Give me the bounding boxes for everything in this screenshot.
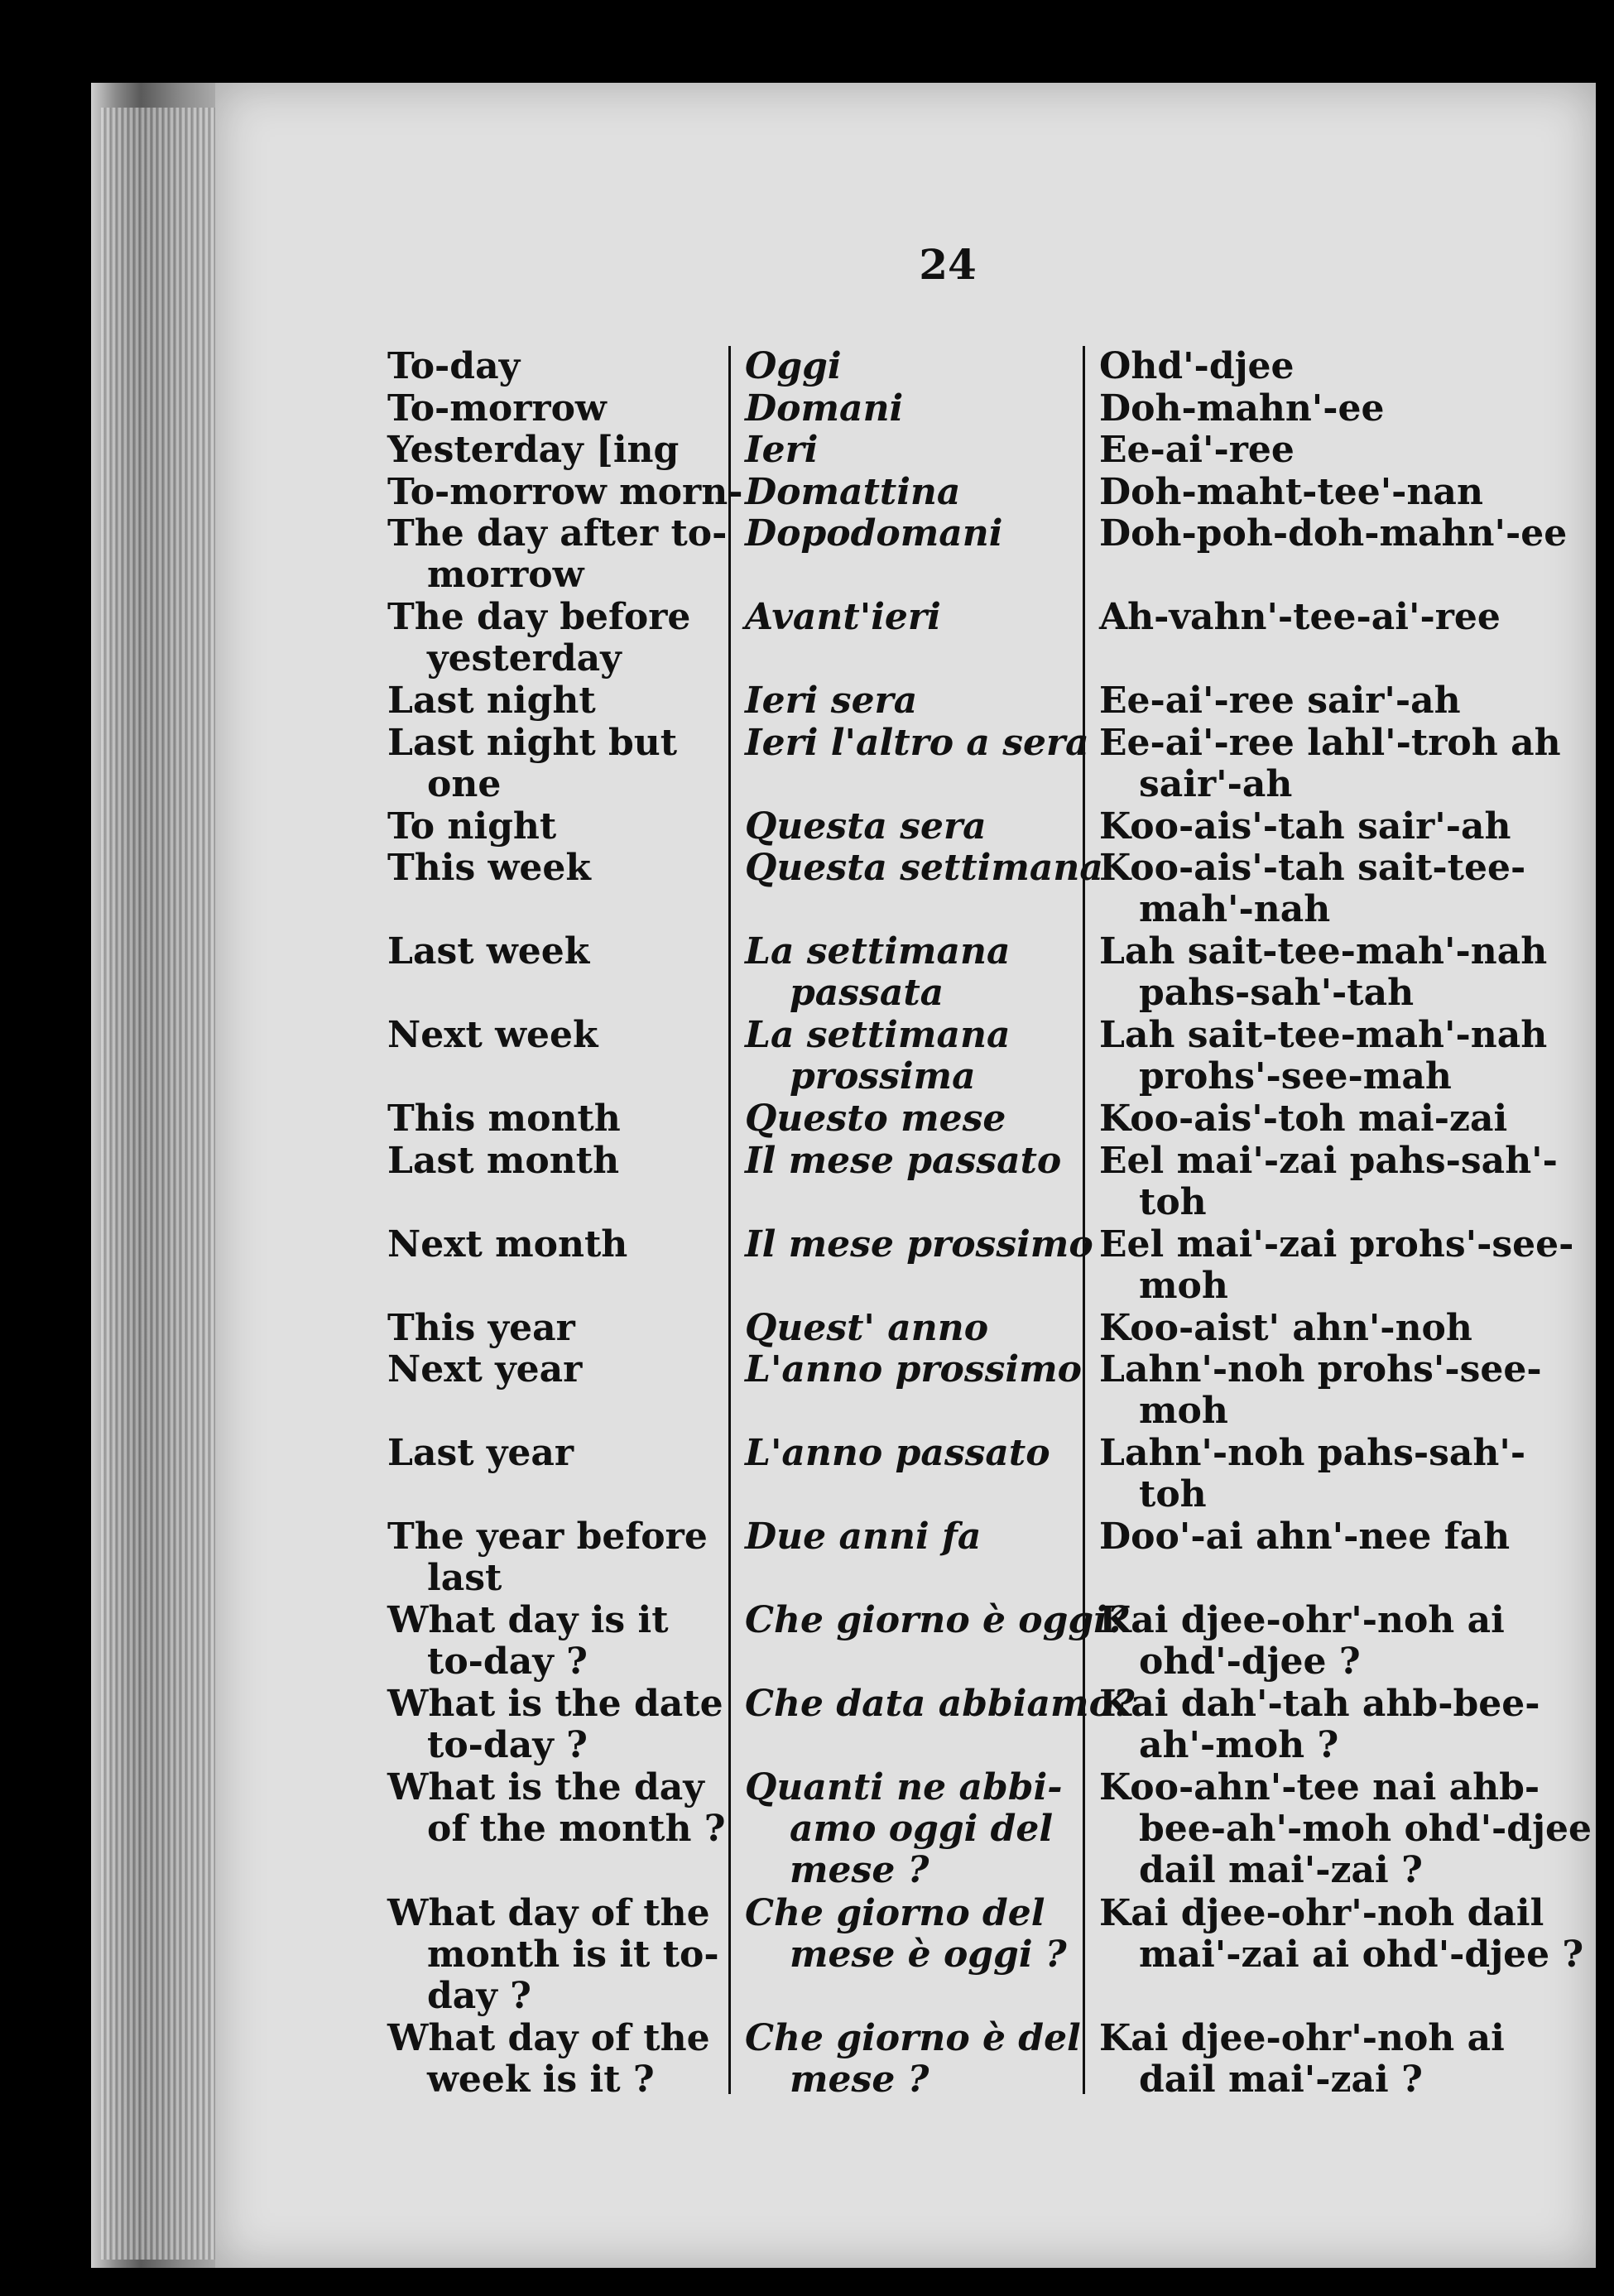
italian-cell xyxy=(745,472,1076,513)
pronunciation-cell xyxy=(1099,1600,1546,1683)
phrase-row xyxy=(387,1015,1546,1098)
english-cell xyxy=(387,1516,718,1599)
english-cell xyxy=(387,1433,718,1474)
italian-cell-line: passata xyxy=(790,972,944,1014)
pronunciation-cell-line: Eel mai'-zai pahs-sah'- xyxy=(1099,1139,1558,1182)
pronunciation-cell xyxy=(1099,1222,1574,1307)
italian-cell xyxy=(745,1767,1076,1891)
english-cell xyxy=(387,1098,718,1140)
italian-cell-line: Domani xyxy=(745,387,904,430)
italian-cell-line: Questo mese xyxy=(745,1098,1006,1140)
italian-cell-line: La settimana xyxy=(745,930,1011,973)
pronunciation-cell-line: dail mai'-zai ? xyxy=(1139,1849,1423,1891)
pronunciation-cell-line: toh xyxy=(1139,1473,1207,1515)
pronunciation-cell xyxy=(1099,472,1546,513)
english-cell xyxy=(387,1349,718,1391)
english-cell xyxy=(387,931,718,973)
italian-cell-line: Che giorno è del xyxy=(745,2017,1081,2059)
english-cell xyxy=(387,1224,718,1266)
phrase-row xyxy=(387,931,1546,1015)
italian-cell-line: Quest' anno xyxy=(745,1306,989,1349)
english-cell-line: Last year xyxy=(387,1432,574,1474)
english-cell-line: To night xyxy=(387,805,557,848)
phrase-row xyxy=(387,1433,1546,1516)
italian-cell-line: Due anni fa xyxy=(745,1515,982,1558)
pronunciation-cell xyxy=(1099,1349,1546,1432)
italian-cell-line: Domattina xyxy=(745,470,961,513)
pronunciation-cell xyxy=(1099,806,1546,848)
pronunciation-cell-line: Kai djee-ohr'-noh dail xyxy=(1099,1891,1544,1934)
pronunciation-cell xyxy=(1099,1516,1546,1558)
pronunciation-cell-line: Ee-ai'-ree sair'-ah xyxy=(1099,680,1461,722)
italian-cell xyxy=(745,1893,1076,1976)
english-cell-line: What day of the xyxy=(387,1891,710,1934)
english-cell-line: Last week xyxy=(387,930,590,973)
italian-cell-line: Quanti ne abbi- xyxy=(745,1766,1063,1808)
italian-cell xyxy=(745,1348,1083,1391)
english-cell-line: What is the day xyxy=(387,1766,704,1808)
phrase-row xyxy=(387,1349,1546,1433)
english-cell-line: day ? xyxy=(427,1974,531,2017)
page-number: 24 xyxy=(919,240,977,289)
italian-cell xyxy=(745,1222,1093,1266)
pronunciation-cell-line: pahs-sah'-tah xyxy=(1139,972,1415,1014)
pronunciation-cell xyxy=(1099,1015,1546,1098)
english-cell-line: The day before xyxy=(387,596,691,638)
pronunciation-cell-line: Ohd'-djee xyxy=(1099,345,1295,387)
english-cell-line: To-morrow morn- xyxy=(387,470,743,513)
pronunciation-cell-line: Koo-ais'-tah sair'-ah xyxy=(1099,805,1511,848)
pronunciation-cell-line: Lahn'-noh prohs'-see- xyxy=(1099,1348,1542,1391)
italian-cell xyxy=(745,430,1076,471)
english-cell-line: month is it to- xyxy=(427,1933,719,1976)
english-cell-line: Last night but xyxy=(387,721,678,764)
english-cell xyxy=(387,512,728,596)
italian-cell xyxy=(745,680,1076,722)
english-cell xyxy=(387,1600,718,1683)
english-cell xyxy=(387,597,718,680)
english-cell-line: week is it ? xyxy=(427,2058,655,2101)
italian-cell-line: Avant'ieri xyxy=(745,596,941,638)
pronunciation-cell-line: Doo'-ai ahn'-nee fah xyxy=(1099,1515,1511,1558)
pronunciation-cell-line: moh xyxy=(1139,1264,1228,1307)
italian-cell-line: Che data abbiamo? xyxy=(745,1683,1135,1725)
italian-cell xyxy=(745,1599,1129,1641)
english-cell-line: to-day ? xyxy=(427,1724,588,1766)
phrase-row xyxy=(387,1684,1546,1767)
english-cell-line: one xyxy=(427,762,502,805)
english-cell-line: Next year xyxy=(387,1348,583,1391)
english-cell xyxy=(387,1015,718,1056)
phrase-row xyxy=(387,1222,1574,1308)
pronunciation-cell xyxy=(1099,1766,1592,1891)
pronunciation-cell-line: Koo-aist' ahn'-noh xyxy=(1099,1306,1472,1349)
pronunciation-cell-line: Koo-ais'-tah sait-tee- xyxy=(1099,847,1526,889)
pronunciation-cell xyxy=(1099,1308,1546,1349)
pronunciation-cell-line: ohd'-djee ? xyxy=(1139,1640,1361,1683)
italian-cell-line: L'anno prossimo xyxy=(745,1348,1083,1391)
pronunciation-cell-line: Lah sait-tee-mah'-nah xyxy=(1099,930,1548,973)
italian-cell-line: Questa sera xyxy=(745,805,987,848)
pronunciation-cell xyxy=(1099,721,1561,805)
english-cell xyxy=(387,1308,718,1349)
pronunciation-cell xyxy=(1099,931,1546,1014)
italian-cell xyxy=(745,1141,1076,1182)
pronunciation-cell-line: mai'-zai ai ohd'-djee ? xyxy=(1139,1933,1584,1976)
english-cell xyxy=(387,723,718,805)
italian-cell-line: Ieri xyxy=(745,429,819,471)
english-cell-line: What is the date xyxy=(387,1683,723,1725)
phrase-row xyxy=(387,680,1546,723)
phrase-row xyxy=(387,430,1546,472)
pronunciation-cell-line: bee-ah'-moh ohd'-djee xyxy=(1139,1808,1592,1850)
italian-cell xyxy=(745,847,1103,889)
phrase-row xyxy=(387,597,1546,680)
italian-cell-line: Ieri sera xyxy=(745,680,918,722)
english-cell-line: To-morrow xyxy=(387,387,607,430)
pronunciation-cell-line: Doh-maht-tee'-nan xyxy=(1099,470,1483,513)
phrase-row xyxy=(387,388,1546,430)
italian-cell-line: mese ? xyxy=(790,1849,929,1891)
english-cell-line: to-day ? xyxy=(427,1640,588,1683)
pronunciation-cell-line: Lah sait-tee-mah'-nah xyxy=(1099,1014,1548,1056)
phrase-row xyxy=(387,1600,1546,1684)
phrase-row xyxy=(387,848,1546,931)
italian-cell xyxy=(745,1683,1135,1725)
pronunciation-cell-line: ah'-moh ? xyxy=(1139,1724,1339,1766)
english-cell xyxy=(387,1683,723,1766)
english-cell-line: This month xyxy=(387,1098,621,1140)
italian-cell-line: amo oggi del xyxy=(790,1808,1054,1850)
phrase-row xyxy=(387,1308,1546,1350)
italian-cell xyxy=(745,1308,1076,1349)
english-cell-line: Yesterday [ing xyxy=(387,429,680,471)
pronunciation-cell-line: Koo-ais'-toh mai-zai xyxy=(1099,1098,1508,1140)
pronunciation-cell xyxy=(1099,597,1546,638)
pronunciation-cell xyxy=(1099,512,1568,555)
english-cell-line: morrow xyxy=(427,554,584,596)
pronunciation-cell-line: Koo-ahn'-tee nai ahb- xyxy=(1099,1766,1540,1808)
english-cell xyxy=(387,2018,718,2101)
italian-cell xyxy=(745,2017,1081,2101)
english-cell xyxy=(387,1893,718,2017)
english-cell-line: Last month xyxy=(387,1139,620,1182)
pronunciation-cell-line: Kai djee-ohr'-noh ai xyxy=(1099,2017,1505,2059)
english-cell-line: Next month xyxy=(387,1222,628,1266)
italian-cell xyxy=(745,931,1076,1014)
english-cell-line: Next week xyxy=(387,1014,598,1056)
pronunciation-cell xyxy=(1099,2018,1546,2101)
phrase-row xyxy=(387,1098,1546,1141)
phrase-row xyxy=(387,1139,1558,1224)
pronunciation-cell-line: moh xyxy=(1139,1390,1228,1432)
italian-cell-line: mese è oggi ? xyxy=(790,1933,1067,1976)
english-cell-line: To-day xyxy=(387,345,521,387)
english-cell xyxy=(387,430,718,471)
italian-cell xyxy=(745,1516,1076,1558)
english-cell-line: of the month ? xyxy=(427,1808,726,1850)
phrase-table xyxy=(387,345,1592,2101)
english-cell xyxy=(387,1766,726,1850)
pronunciation-cell-line: prohs'-see-mah xyxy=(1139,1055,1452,1098)
pronunciation-cell-line: Ee-ai'-ree lahl'-troh ah xyxy=(1099,721,1561,764)
italian-cell-line: Il mese passato xyxy=(745,1139,1062,1182)
pronunciation-cell xyxy=(1099,848,1546,930)
pronunciation-cell xyxy=(1099,1139,1558,1223)
english-cell xyxy=(387,806,718,848)
italian-cell-line: Il mese prossimo xyxy=(745,1222,1093,1266)
pronunciation-cell-line: toh xyxy=(1139,1180,1207,1223)
english-cell xyxy=(387,680,718,722)
italian-cell xyxy=(745,1015,1076,1098)
page-edge-stack xyxy=(101,108,233,2260)
italian-cell-line: Che giorno del xyxy=(745,1891,1045,1934)
italian-cell xyxy=(745,513,1076,555)
italian-cell-line: Oggi xyxy=(745,345,842,387)
pronunciation-cell xyxy=(1099,1891,1584,1976)
pronunciation-cell xyxy=(1099,430,1546,471)
pronunciation-cell xyxy=(1099,388,1546,430)
pronunciation-cell-line: sair'-ah xyxy=(1139,762,1293,805)
phrase-row xyxy=(387,1516,1546,1600)
english-cell xyxy=(387,848,718,889)
phrase-row xyxy=(387,721,1561,806)
pronunciation-cell-line: Kai dah'-tah ahb-bee- xyxy=(1099,1683,1540,1725)
italian-cell-line: Questa settimana xyxy=(745,847,1103,889)
pronunciation-cell-line: Eel mai'-zai prohs'-see- xyxy=(1099,1222,1574,1266)
phrase-row xyxy=(387,512,1568,597)
pronunciation-cell-line: Kai djee-ohr'-noh ai xyxy=(1099,1599,1505,1641)
italian-cell xyxy=(745,346,1076,387)
phrase-row xyxy=(387,2018,1546,2101)
pronunciation-cell xyxy=(1099,1098,1546,1140)
pronunciation-cell-line: Ah-vahn'-tee-ai'-ree xyxy=(1099,596,1501,638)
english-cell xyxy=(387,346,718,387)
pronunciation-cell-line: Doh-mahn'-ee xyxy=(1099,387,1385,430)
italian-cell-line: mese ? xyxy=(790,2058,929,2101)
italian-cell xyxy=(745,388,1076,430)
english-cell-line: What day of the xyxy=(387,2017,710,2059)
italian-cell-line: prossima xyxy=(790,1055,976,1098)
english-cell-line: The year before xyxy=(387,1515,708,1558)
phrase-row xyxy=(387,472,1546,514)
english-cell-line: What day is it xyxy=(387,1599,669,1641)
phrase-row xyxy=(387,1766,1592,1893)
phrase-row xyxy=(387,1891,1584,2019)
pronunciation-cell xyxy=(1099,1684,1546,1766)
english-cell-line: last xyxy=(427,1557,502,1599)
italian-cell xyxy=(745,1433,1076,1474)
english-cell-line: This year xyxy=(387,1306,575,1349)
pronunciation-cell-line: mah'-nah xyxy=(1139,888,1331,930)
english-cell xyxy=(387,470,743,513)
pronunciation-cell xyxy=(1099,346,1546,387)
phrase-row xyxy=(387,346,1546,388)
pronunciation-cell-line: Ee-ai'-ree xyxy=(1099,429,1295,471)
english-cell-line: The day after to- xyxy=(387,512,728,555)
pronunciation-cell-line: Doh-poh-doh-mahn'-ee xyxy=(1099,512,1568,555)
pronunciation-cell xyxy=(1099,680,1546,722)
english-cell xyxy=(387,388,718,430)
italian-cell xyxy=(745,721,1089,764)
pronunciation-cell-line: Lahn'-noh pahs-sah'- xyxy=(1099,1432,1526,1474)
pronunciation-cell-line: dail mai'-zai ? xyxy=(1139,2058,1423,2101)
italian-cell xyxy=(745,597,1076,638)
italian-cell-line: Che giorno è oggi? xyxy=(745,1599,1129,1641)
italian-cell xyxy=(745,806,1076,848)
italian-cell-line: L'anno passato xyxy=(745,1432,1050,1474)
english-cell-line: yesterday xyxy=(427,637,622,680)
pronunciation-cell xyxy=(1099,1433,1546,1515)
italian-cell-line: La settimana xyxy=(745,1014,1011,1056)
english-cell xyxy=(387,1141,718,1182)
italian-cell-line: Dopodomani xyxy=(745,512,1003,555)
italian-cell-line: Ieri l'altro a sera xyxy=(745,721,1089,764)
english-cell-line: Last night xyxy=(387,680,596,722)
english-cell-line: This week xyxy=(387,847,591,889)
phrase-row xyxy=(387,806,1546,848)
italian-cell xyxy=(745,1098,1076,1140)
